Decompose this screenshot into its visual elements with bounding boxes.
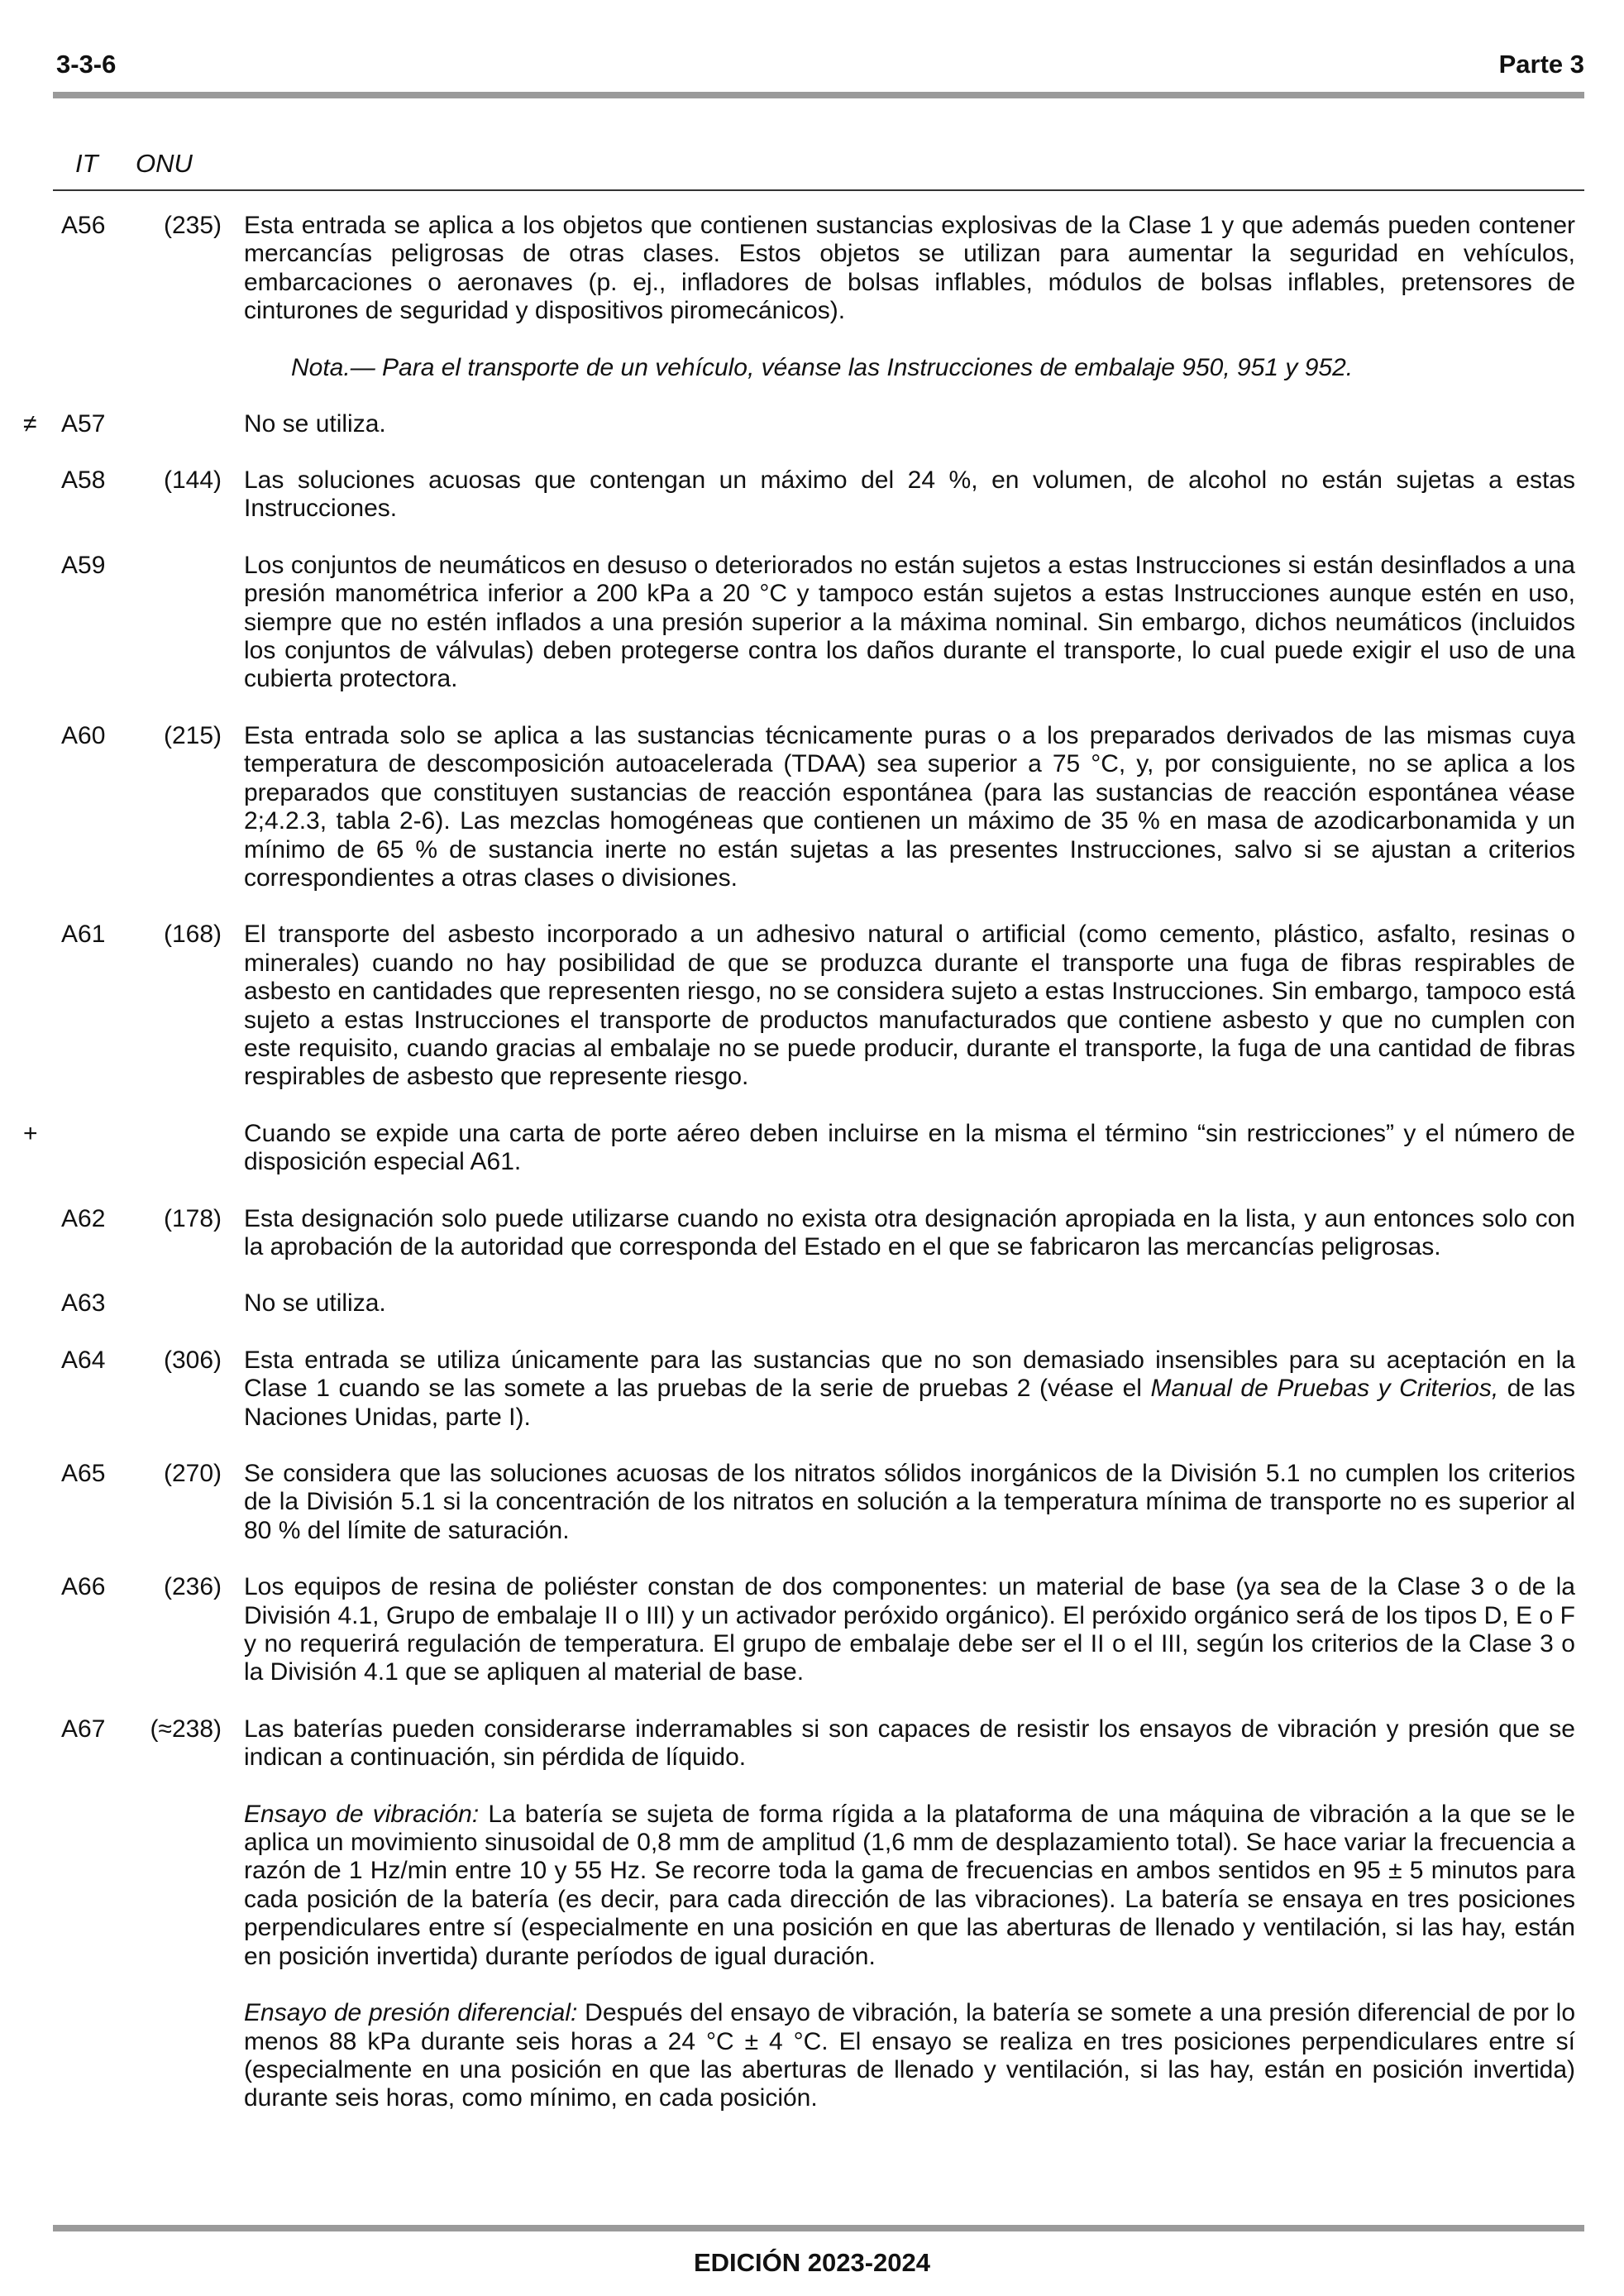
it-code: A66 — [61, 1573, 106, 1601]
provision-a62 — [0, 1205, 1624, 1262]
amendment-mark: ≠ — [23, 409, 37, 438]
provision-a63 — [0, 1289, 1624, 1318]
onu-code: (236) — [163, 1573, 222, 1601]
onu-code: (144) — [163, 466, 222, 495]
provision-text: Las baterías pueden considerarse inderramables si son capaces de resistir los ensayos de vibración y presión que se indican a continuación, sin pérdida de líquido. Ensayo de vibración: La batería se sujeta de forma rígida a la plataforma de una máquina de vibración a la que se le aplica un movimiento sinusoidal de 0,8 mm de amplitud (1,6 mm de desplazamiento total). Se hace variar la frecuencia a razón de 1 Hz/min entre 10 y 55 Hz. Se recorre toda la gama de frecuencias en ambos sentidos en 95 ± 5 minutos para cada posición de la batería (es decir, para cada dirección de las vibraciones). La batería se ensaya en tres posiciones perpendiculares entre sí (especialmente en una posición en que las aberturas de llenado y ventilación, si las hay, están en posición invertida) durante períodos de igual duración. Ensayo de presión diferencial: Después del ensayo de vibración, la batería se somete a una presión diferencial de por lo menos 88 kPa durante seis horas a 24 °C ± 4 °C. El ensayo se realiza en tres posiciones perpendiculares entre sí (especialmente en una posición en que las aberturas de llenado y ventilación, si las hay, están en posición invertida) durante seis horas, como mínimo, en cada posición. — [244, 1715, 1575, 2112]
provision-a64 — [0, 1347, 1624, 1432]
provision-text: Las soluciones acuosas que contengan un máximo del 24 %, en volumen, de alcohol no están sujetas a estas Instrucciones. — [244, 466, 1575, 523]
provision-a61 — [0, 921, 1624, 1091]
provision-a61-addendum — [0, 1120, 1624, 1177]
it-code: A61 — [61, 921, 106, 949]
it-code: A56 — [61, 212, 106, 239]
provision-text: Esta entrada se aplica a los objetos que contienen sustancias explosivas de la Clase 1 y que además pueden contener mercancías peligrosas de otras clases. Estos objetos se utilizan para aumentar la seguridad en vehículos, embarcaciones o aeronaves (p. ej., infladores de bolsas inflables, módulos de bolsas inflables, pretensores de cinturones de seguridad y dispositivos piromecánicos). — [244, 212, 1575, 325]
provision-a59 — [0, 552, 1624, 694]
provision-a57 — [0, 410, 1624, 438]
onu-code: (≈238) — [150, 1715, 222, 1743]
it-code: A63 — [61, 1289, 106, 1318]
provision-text: No se utiliza. — [244, 1289, 386, 1318]
column-header-it: IT — [75, 149, 98, 178]
provision-a66 — [0, 1573, 1624, 1687]
it-code: A62 — [61, 1204, 106, 1232]
edition-footer: EDICIÓN 2023-2024 — [693, 2248, 931, 2277]
onu-code: (306) — [163, 1346, 222, 1374]
onu-code: (235) — [163, 212, 222, 239]
manual-title: Manual de Pruebas y Criterios, — [1150, 1375, 1499, 1403]
provision-text: Esta designación solo puede utilizarse cuando no exista otra designación apropiada en la lista, y aun entonces solo con la aprobación de la autoridad que corresponda del Estado en el que se fabricaron las mercancías peligrosas. — [244, 1204, 1575, 1260]
it-code: A60 — [61, 721, 106, 749]
provision-a58 — [0, 466, 1624, 524]
it-code: A67 — [61, 1715, 106, 1743]
provision-a67 — [0, 1715, 1624, 2113]
onu-code: (178) — [163, 1204, 222, 1232]
provisions-list — [0, 212, 1624, 2141]
provision-text: Esta entrada se utiliza únicamente para las sustancias que no son demasiado insensibles para su aceptación en la Clase 1 cuando se las somete a las pruebas de la serie de pruebas 2 (véase el Manual de Pruebas y Criterios, de las Naciones Unidas, parte I). — [244, 1346, 1575, 1431]
column-header-rule — [53, 189, 1584, 191]
provision-text: Los equipos de resina de poliéster constan de dos componentes: un material de base (ya sea de la Clase 3 o de la División 4.1, Grupo de embalaje II o III) y un activador peróxido orgánico). El peróxido orgánico será de los tipos D, E o F y no requerirá regulación de temperatura. El grupo de embalaje debe ser el II o el III, según los criterios de la Clase 3 o la División 4.1 que se apliquen al material de base. — [244, 1573, 1575, 1686]
provision-text: Cuando se expide una carta de porte aéreo deben incluirse en la misma el término “sin restricciones” y el número de disposición especial A61. — [244, 1119, 1575, 1176]
provision-a56 — [0, 212, 1624, 382]
column-header-onu: ONU — [136, 149, 193, 178]
header-rule — [53, 92, 1584, 98]
pressure-test: Ensayo de presión diferencial: Después del ensayo de vibración, la batería se somete a una presión diferencial de por lo menos 88 kPa durante seis horas a 24 °C ± 4 °C. El ensayo se realiza en tres posiciones perpendiculares entre sí (especialmente en una posición en que las aberturas de llenado y ventilación, si las hay, están en posición invertida) durante seis horas, como mínimo, en cada posición. — [244, 1999, 1575, 2112]
vibration-test: Ensayo de vibración: La batería se sujeta de forma rígida a la plataforma de una máquina de vibración a la que se le aplica un movimiento sinusoidal de 0,8 mm de amplitud (1,6 mm de desplazamiento total). Se hace variar la frecuencia a razón de 1 Hz/min entre 10 y 55 Hz. Se recorre toda la gama de frecuencias en ambos sentidos en 95 ± 5 minutos para cada posición de la batería (es decir, para cada dirección de las vibraciones). La batería se ensaya en tres posiciones perpendiculares entre sí (especialmente en una posición en que las aberturas de llenado y ventilación, si las hay, están en posición invertida) durante períodos de igual duración. — [244, 1800, 1575, 1970]
onu-code: (215) — [163, 721, 222, 749]
provision-a65 — [0, 1460, 1624, 1545]
it-code: A57 — [61, 409, 106, 438]
provision-text: Se considera que las soluciones acuosas de los nitratos sólidos inorgánicos de la División 5.1 no cumplen los criterios de la División 5.1 si la concentración de los nitratos en solución a la temperatura mínima de transporte no es superior al 80 % del límite de saturación. — [244, 1460, 1575, 1544]
provision-text: No se utiliza. — [244, 409, 386, 438]
it-code: A65 — [61, 1460, 106, 1487]
provision-note: Nota.— Para el transporte de un vehículo, véanse las Instrucciones de embalaje 950, 951 y 952. — [291, 353, 1354, 381]
provision-text: Esta entrada solo se aplica a las sustancias técnicamente puras o a los preparados derivados de las mismas cuya temperatura de descomposición autoacelerada (TDAA) sea superior a 75 °C, y, por consiguiente, no se aplica a los preparados que constituyen sustancias de reacción espontánea (para las sustancias de reacción espontánea véase 2;4.2.3, tabla 2-6). Las mezclas homogéneas que contienen un máximo de 35 % en masa de azodicarbonamida y un mínimo de 65 % de sustancia inerte no están sujetas a las presentes Instrucciones, salvo si se ajustan a criterios correspondientes a otras clases o divisiones. — [244, 721, 1575, 892]
onu-code: (270) — [163, 1460, 222, 1487]
it-code: A64 — [61, 1346, 106, 1374]
provision-text: Los conjuntos de neumáticos en desuso o deteriorados no están sujetos a estas Instrucciones si están desinflados a una presión manométrica inferior a 200 kPa a 20 °C y tampoco están sujetos a estas Instrucciones aunque estén en uso, siempre que no estén inflados a una presión superior a la máxima nominal. Sin embargo, dichos neumáticos (incluidos los conjuntos de válvulas) deben protegerse contra los daños durante el transporte, lo cual puede exigir el uso de una cubierta protectora. — [244, 551, 1575, 693]
it-code: A58 — [61, 466, 106, 495]
page-section-number: 3-3-6 — [56, 50, 117, 79]
onu-code: (168) — [163, 921, 222, 949]
provision-text: El transporte del asbesto incorporado a un adhesivo natural o artificial (como cemento, plástico, asfalto, resinas o minerales) cuando no hay posibilidad de que se produzca durante el transporte una fuga de fibras respirables de asbesto en cantidades que representen riesgo, no se considera sujeto a estas Instrucciones. Sin embargo, tampoco está sujeto a estas Instrucciones el transporte de productos manufacturados que contiene asbesto y que no cumplen con este requisito, cuando gracias al embalaje no se puede producir, durante el transporte, la fuga de una cantidad de fibras respirables de asbesto que represente riesgo. — [244, 921, 1575, 1091]
addition-mark: + — [23, 1119, 38, 1147]
provision-a60 — [0, 722, 1624, 892]
footer-rule — [53, 2225, 1584, 2231]
part-label: Parte 3 — [1498, 50, 1584, 79]
it-code: A59 — [61, 551, 106, 579]
